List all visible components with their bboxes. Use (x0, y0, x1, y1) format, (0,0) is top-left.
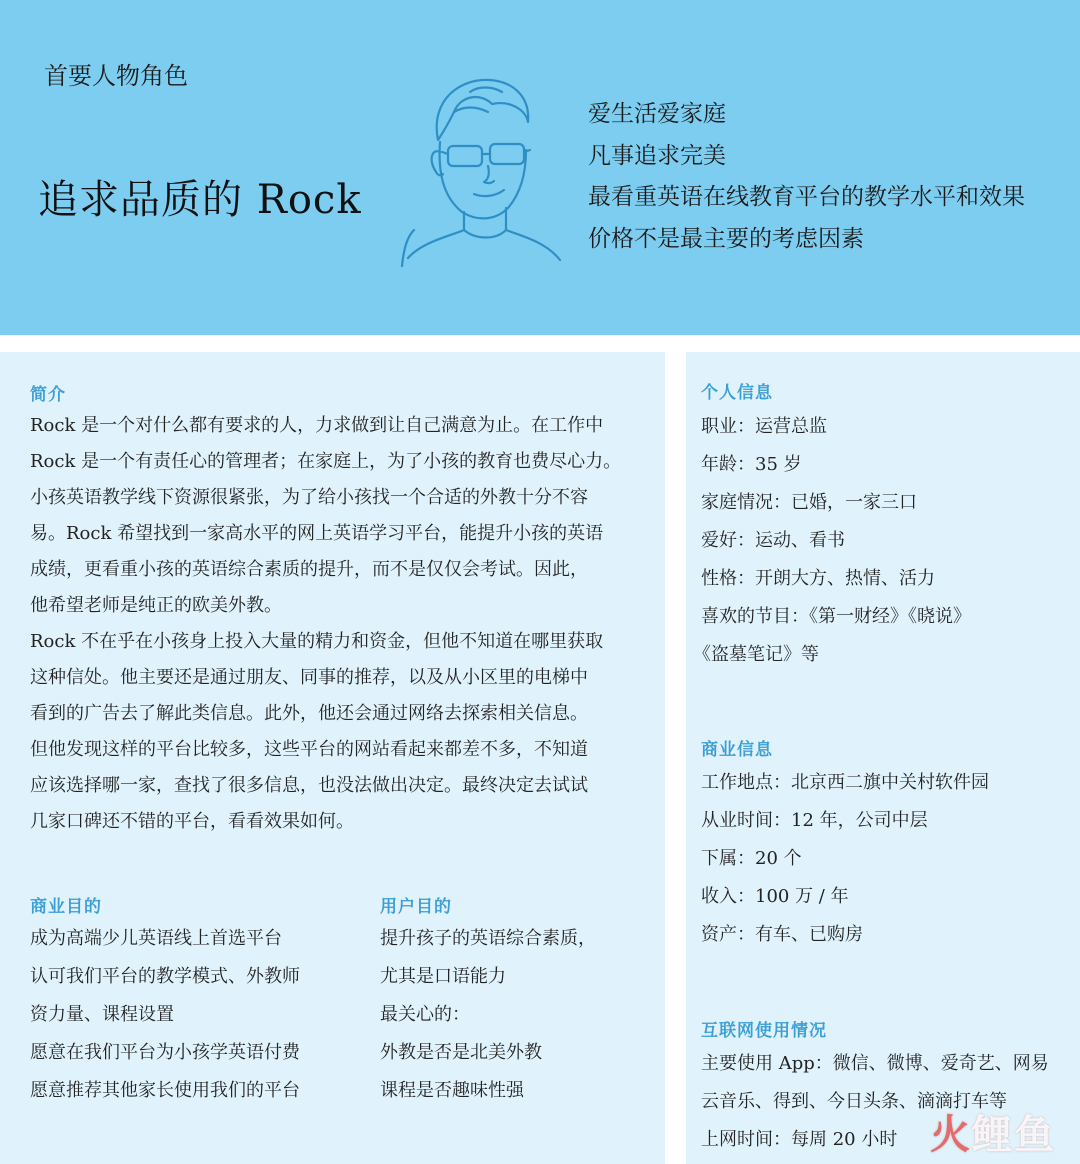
business-info-title: 商业信息 (701, 740, 773, 760)
persona-header (0, 0, 1080, 335)
intro-text (30, 408, 621, 840)
trait-item: 最看重英语在线教育平台的教学水平和效果 (588, 184, 1025, 210)
left-panel (0, 352, 665, 1164)
persona-name: 追求品质的 Rock (38, 177, 362, 223)
list-item: 资产：有车、已购房 (701, 924, 863, 945)
intro-line: 看到的广告去了解此类信息。此外，他还会通过网络去探索相关信息。 (30, 703, 588, 724)
intro-line: 几家口碑还不错的平台，看看效果如何。 (30, 811, 354, 832)
list-item: 云音乐、得到、今日头条、滴滴打车等 (701, 1091, 1007, 1112)
intro-line: 易。Rock 希望找到一家高水平的网上英语学习平台，能提升小孩的英语 (30, 523, 604, 544)
list-item: 收入：100 万 / 年 (701, 886, 849, 907)
business-info-list (701, 764, 989, 954)
list-item: 工作地点：北京西二旗中关村软件园 (701, 772, 989, 793)
personal-info-list (693, 408, 971, 674)
watermark-logo (930, 1103, 1056, 1160)
list-item: 愿意在我们平台为小孩学英语付费 (30, 1042, 300, 1063)
persona-traits (588, 94, 1074, 260)
list-item: 下属：20 个 (701, 848, 802, 869)
right-panel (686, 352, 1080, 1164)
list-item: 家庭情况：已婚，一家三口 (701, 492, 917, 513)
intro-line: 但他发现这样的平台比较多，这些平台的网站看起来都差不多，不知道 (30, 739, 588, 760)
user-goals-title: 用户目的 (380, 897, 452, 917)
intro-line: Rock 不在乎在小孩身上投入大量的精力和资金，但他不知道在哪里获取 (30, 631, 604, 652)
persona-label: 首要人物角色 (44, 62, 188, 90)
list-item: 《盗墓笔记》等 (693, 644, 819, 665)
watermark-part2: 鲤鱼 (972, 1112, 1056, 1158)
intro-line: 成绩，更看重小孩的英语综合素质的提升，而不是仅仅会考试。因此， (30, 559, 588, 580)
intro-title: 简介 (30, 385, 66, 405)
list-item: 课程是否趣味性强 (380, 1080, 524, 1101)
intro-line: Rock 是一个对什么都有要求的人，力求做到让自己满意为止。在工作中 (30, 415, 604, 436)
list-item: 最关心的： (380, 1004, 470, 1025)
list-item: 性格：开朗大方、热情、活力 (701, 568, 935, 589)
business-goals-title: 商业目的 (30, 897, 102, 917)
list-item: 主要使用 App：微信、微博、爱奇艺、网易 (701, 1053, 1049, 1074)
intro-line: 小孩英语教学线下资源很紧张，为了给小孩找一个合适的外教十分不容 (30, 487, 588, 508)
intro-line: 应该选择哪一家，查找了很多信息，也没法做出决定。最终决定去试试 (30, 775, 588, 796)
list-item: 上网时间：每周 20 小时 (701, 1129, 898, 1150)
list-item: 爱好：运动、看书 (701, 530, 845, 551)
list-item: 认可我们平台的教学模式、外教师 (30, 966, 300, 987)
list-item: 年龄：35 岁 (701, 454, 802, 475)
list-item: 喜欢的节目：《第一财经》《晓说》 (701, 606, 971, 627)
trait-item: 价格不是最主要的考虑因素 (588, 225, 864, 252)
list-item: 职业：运营总监 (701, 416, 827, 437)
list-item: 尤其是口语能力 (380, 966, 506, 987)
internet-usage-title: 互联网使用情况 (701, 1021, 827, 1041)
watermark-part1: 火 (930, 1112, 972, 1158)
persona-portrait-illustration (380, 70, 570, 270)
list-item: 提升孩子的英语综合素质， (380, 928, 596, 949)
business-goals-list (30, 920, 300, 1110)
trait-item: 爱生活爱家庭 (588, 101, 726, 127)
list-item: 从业时间：12 年，公司中层 (701, 810, 928, 831)
intro-line: 他希望老师是纯正的欧美外教。 (30, 595, 282, 616)
list-item: 成为高端少儿英语线上首选平台 (30, 928, 282, 949)
intro-line: 这种信处。他主要还是通过朋友、同事的推荐，以及从小区里的电梯中 (30, 667, 588, 688)
personal-info-title: 个人信息 (701, 383, 773, 403)
user-goals-list (380, 920, 596, 1110)
trait-item: 凡事追求完美 (588, 142, 726, 169)
list-item: 愿意推荐其他家长使用我们的平台 (30, 1080, 300, 1101)
list-item: 外教是否是北美外教 (380, 1042, 542, 1063)
intro-line: Rock 是一个有责任心的管理者；在家庭上，为了小孩的教育也费尽心力。 (30, 451, 622, 472)
list-item: 资力量、课程设置 (30, 1004, 174, 1025)
